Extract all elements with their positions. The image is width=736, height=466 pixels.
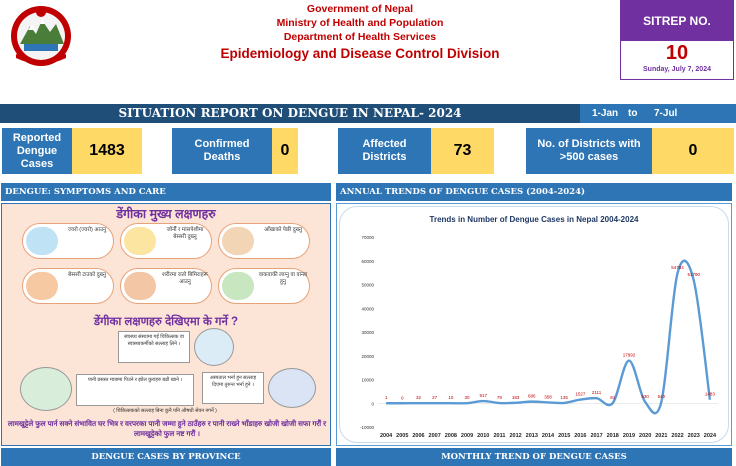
data-label: 81 xyxy=(610,395,616,401)
data-label: 1483 xyxy=(704,391,715,397)
gov-line-1: Government of Nepal xyxy=(306,3,414,15)
data-label: 135 xyxy=(560,394,568,400)
symptom-vomiting xyxy=(218,268,310,304)
prevention-footer: लामखुट्टेले फुल पार्न सक्ने संभावित घर भित्र र वरपरका पानी जम्मा हुने ठाउँहरु र पानी राख्ने भाँडाहरु खोजी खोजी सफा गरौं र लामखुट्टेको फुल नष्ट गरौं । xyxy=(7,419,327,438)
x-tick-label: 2023 xyxy=(687,433,700,439)
nepal-emblem-logo xyxy=(8,2,74,68)
medication-note: ( चिकित्सकको सल्लाह बिना कुनै पनि औषधी सेवन नगर्ने ) xyxy=(113,408,217,414)
x-tick-label: 2013 xyxy=(525,433,538,439)
data-label: 358 xyxy=(544,394,552,400)
data-label: 1527 xyxy=(575,391,586,397)
annual-trends-section-header: ANNUAL TRENDS OF DENGUE CASES (2004-2024) xyxy=(336,183,732,201)
doctor-illustration-icon xyxy=(194,328,234,366)
data-label: 530 xyxy=(641,393,649,399)
confirmed-deaths-label: Confirmed Deaths xyxy=(172,128,272,174)
x-tick-label: 2018 xyxy=(606,433,619,439)
monthly-section-header: MONTHLY TREND OF DENGUE CASES xyxy=(336,448,732,466)
chart-title: Trends in Number of Dengue Cases in Nepal 2004-2024 xyxy=(429,215,639,224)
data-label: 10 xyxy=(448,395,454,401)
gov-line-2: Ministry of Health and Population xyxy=(276,17,444,29)
affected-districts-card xyxy=(338,128,494,174)
date-to: 7-Jul xyxy=(654,108,678,119)
symptom-eye-pain xyxy=(218,223,310,259)
x-tick-label: 2009 xyxy=(460,433,474,439)
series-line xyxy=(386,261,710,413)
advice-consult-doctor: स्वास्थ्य संस्थामा गई चिकित्सक वा स्वास्थ्यकर्मीको सल्लाह लिने । xyxy=(118,331,190,363)
date-from: 1-Jan xyxy=(592,108,619,119)
symptom-joint-pain xyxy=(120,223,212,259)
sitrep-box xyxy=(620,0,734,80)
advice-hospital-admission: अस्पताल भर्ना हुन सल्लाह दिएमा तुरुन्त भर्ना हुने । xyxy=(202,372,264,404)
symptom-rash xyxy=(120,268,212,304)
reported-cases-label: Reported Dengue Cases xyxy=(2,128,72,174)
data-label: 79 xyxy=(496,395,502,401)
reported-cases-value: 1483 xyxy=(72,128,142,174)
trend-line-chart xyxy=(340,207,728,442)
affected-districts-label: Affected Districts xyxy=(338,128,431,174)
y-tick-label: 20000 xyxy=(361,353,374,359)
data-label: 1 xyxy=(384,395,388,401)
x-tick-label: 2021 xyxy=(655,433,668,439)
x-tick-label: 2008 xyxy=(444,433,457,439)
x-tick-label: 2017 xyxy=(590,433,603,439)
reported-cases-card xyxy=(2,128,142,174)
x-tick-label: 2004 xyxy=(379,433,393,439)
y-tick-label: 10000 xyxy=(361,377,374,383)
x-tick-label: 2015 xyxy=(558,433,571,439)
x-tick-label: 2006 xyxy=(412,433,425,439)
gov-line-4: Epidemiology and Disease Control Division xyxy=(220,46,500,61)
x-tick-label: 2007 xyxy=(428,433,441,439)
advice-drink-fluids: पानी प्रसस्त मात्रामा पिउने र झोल कुराहरु बढी खाने । xyxy=(76,374,194,406)
symptoms-care-infographic xyxy=(1,203,331,446)
vomiting-illustration-icon xyxy=(222,272,254,300)
government-heading xyxy=(150,2,570,63)
x-tick-label: 2016 xyxy=(574,433,587,439)
districts-over-500-label: No. of Districts with >500 cases xyxy=(526,128,652,174)
y-tick-label: 40000 xyxy=(361,306,374,312)
main-symptoms-heading: डेंगीका मुख्य लक्षणहरु xyxy=(116,207,216,221)
confirmed-deaths-card xyxy=(172,128,298,174)
sitrep-date: Sunday, July 7, 2024 xyxy=(643,66,711,73)
x-tick-label: 2011 xyxy=(493,433,506,439)
x-tick-label: 2005 xyxy=(396,433,409,439)
y-tick-label: 0 xyxy=(371,401,374,407)
data-label: 917 xyxy=(479,393,487,399)
fever-illustration-icon xyxy=(26,227,58,255)
gov-line-3: Department of Health Services xyxy=(283,31,437,43)
x-tick-label: 2024 xyxy=(703,433,717,439)
data-label: 54784 xyxy=(671,265,684,271)
report-title: SITUATION REPORT ON DENGUE IN NEPAL- 2024 xyxy=(0,104,580,123)
districts-over-500-card xyxy=(526,128,734,174)
data-label: 183 xyxy=(511,394,520,400)
province-section-header: DENGUE CASES BY PROVINCE xyxy=(1,448,331,466)
symptom-headache xyxy=(22,268,114,304)
annual-trend-chart-panel xyxy=(336,203,732,446)
sitrep-number: 10 xyxy=(665,42,689,64)
x-tick-label: 2019 xyxy=(622,433,636,439)
confirmed-deaths-value: 0 xyxy=(272,128,298,174)
data-label: 2111 xyxy=(591,390,602,396)
data-label: 32 xyxy=(415,395,421,401)
districts-over-500-value: 0 xyxy=(652,128,734,174)
data-label: 30 xyxy=(464,395,470,401)
data-label: 27 xyxy=(432,395,438,401)
y-tick-label: 70000 xyxy=(361,235,374,240)
x-tick-label: 2012 xyxy=(509,433,522,439)
y-tick-label: 60000 xyxy=(361,258,374,264)
data-label: 0 xyxy=(401,395,404,401)
fluids-illustration-icon xyxy=(20,367,72,411)
affected-districts-value: 73 xyxy=(431,128,494,174)
symptom-joint-pain-text: जोर्नी र मांसपेशीमा बेस्सरी दुख्नु xyxy=(166,227,204,240)
symptoms-section-header: DENGUE: SYMPTOMS AND CARE xyxy=(1,183,331,201)
date-to-label: to xyxy=(628,108,638,119)
y-tick-label: -10000 xyxy=(359,425,374,430)
x-tick-label: 2020 xyxy=(639,433,652,439)
symptom-fever xyxy=(22,223,114,259)
y-tick-label: 30000 xyxy=(361,330,374,335)
y-tick-label: 50000 xyxy=(361,282,374,288)
x-tick-label: 2010 xyxy=(477,433,490,439)
symptom-vomiting-text: वाकवाकी लाग्नु वा वान्ता हुनु xyxy=(258,272,308,285)
symptom-headache-text: बेस्सरी टाउको दुख्नु xyxy=(68,272,106,278)
symptom-fever-text: ज्वरो (ज्वरो) आउनु xyxy=(67,227,107,233)
sitrep-label: SITREP NO. xyxy=(621,1,733,41)
eye-pain-illustration-icon xyxy=(222,227,254,255)
data-label: 51790 xyxy=(687,272,700,278)
headache-illustration-icon xyxy=(26,272,58,300)
rash-illustration-icon xyxy=(124,272,156,300)
data-label: 540 xyxy=(657,393,666,399)
report-title-bar xyxy=(0,104,736,123)
x-tick-label: 2014 xyxy=(541,433,555,439)
joint-pain-illustration-icon xyxy=(124,227,156,255)
data-label: 686 xyxy=(528,393,536,399)
hospital-illustration-icon xyxy=(268,368,316,408)
chart-area xyxy=(339,206,729,443)
x-tick-label: 2022 xyxy=(671,433,684,439)
symptom-eye-pain-text: आँखाको पेछी दुख्नु xyxy=(264,227,302,233)
data-label: 17992 xyxy=(622,352,636,358)
what-to-do-heading: डेंगीका लक्षणहरु देखिएमा के गर्ने ? xyxy=(93,316,239,328)
symptom-rash-text: शरीरमा रातो बिमिराहरू आउनु xyxy=(162,272,208,285)
